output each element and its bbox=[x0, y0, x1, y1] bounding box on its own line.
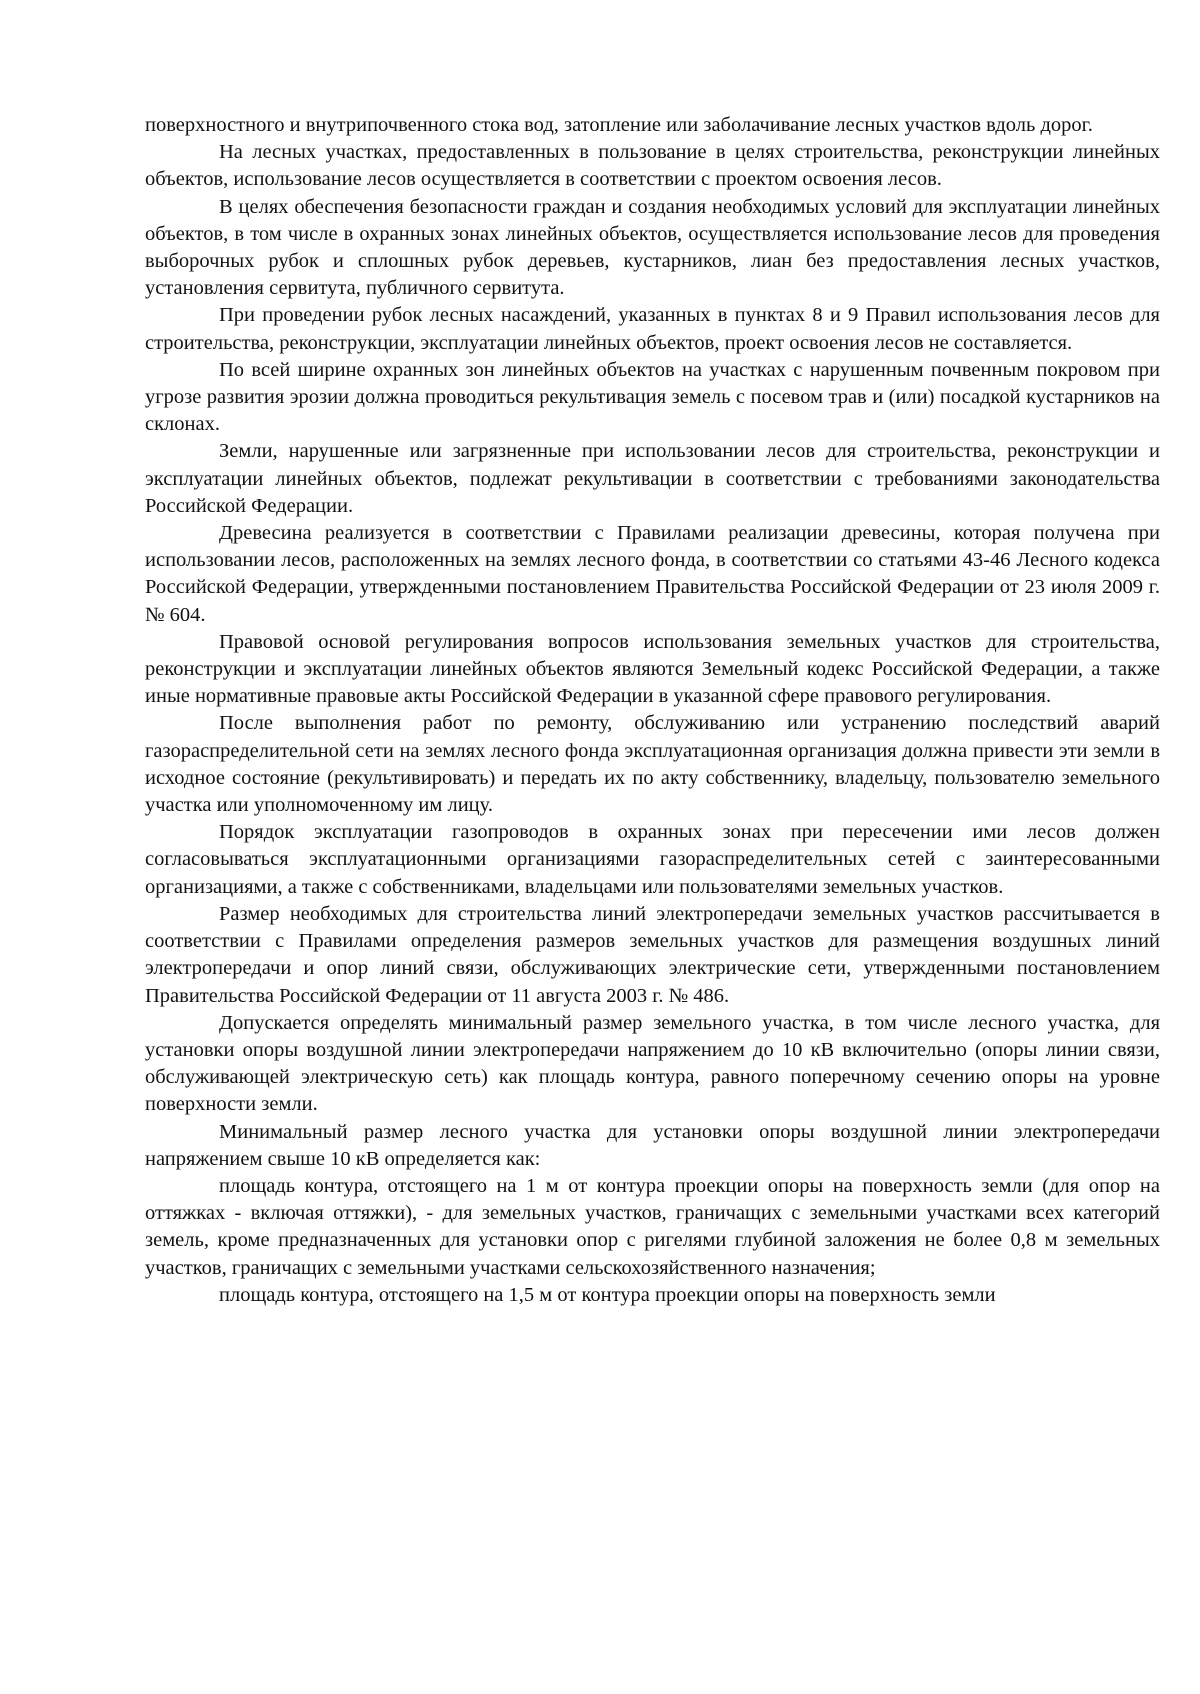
paragraph-continuation: поверхностного и внутрипочвенного стока вод, затопление или заболачивание лесных участков вдоль дорог. bbox=[145, 114, 1093, 136]
paragraph-gas-pipeline-order: Порядок эксплуатации газопроводов в охранных зонах при пересечении ими лесов должен согласовываться эксплуатационными организациями газораспределительных сетей с заинтересованными организациями, а также с собственниками, владельцами или пользователями земельных участков. bbox=[145, 821, 1160, 898]
paragraph-contour-1-5m: площадь контура, отстоящего на 1,5 м от контура проекции опоры на поверхность земли bbox=[219, 1283, 996, 1306]
paragraph-minimum-size-10kv: Допускается определять минимальный размер земельного участка, в том числе лесного участка, для установки опоры воздушной линии электропередачи напряжением до 10 кВ включительно (опоры линии связи, обслуживающей электрическую сеть) как площадь контура, равного поперечному сечению опоры на уровне поверхности земли. bbox=[145, 1011, 1160, 1116]
paragraph-contour-1m: площадь контура, отстоящего на 1 м от контура проекции опоры на поверхность земли (для опор на оттяжках - включая оттяжки), - для земельных участков, граничащих с земельными участками всех категорий земель, кроме предназначенных для установки опор с ригелями глубиной заложения не более 0,8 м земельных участков, граничащих с земельными участками сельскохозяйственного назначения; bbox=[145, 1174, 1160, 1279]
document-page bbox=[145, 112, 1160, 1309]
paragraph-minimum-size-over-10kv: Минимальный размер лесного участка для установки опоры воздушной линии электропередачи напряжением свыше 10 кВ определяется как: bbox=[145, 1120, 1160, 1170]
paragraph-forest-plots-use: На лесных участках, предоставленных в пользование в целях строительства, реконструкции линейных объектов, использование лесов осуществляется в соответствии с проектом освоения лесов. bbox=[145, 141, 1160, 191]
paragraph-power-line-size: Размер необходимых для строительства линий электропередачи земельных участков рассчитывается в соответствии с Правилами определения размеров земельных участков для размещения воздушных линий электропередачи и опор линий связи, обслуживающих электрические сети, утвержденными постановлением Правительства Российской Федерации от 11 августа 2003 г. № 486. bbox=[145, 902, 1160, 1007]
paragraph-wood-sale: Древесина реализуется в соответствии с Правилами реализации древесины, которая получена при использовании лесов, расположенных на землях лесного фонда, в соответствии со статьями 43-46 Лесного кодекса Российской Федерации, утвержденными постановлением Правительства Российской Федерации от 23 июля 2009 г. № 604. bbox=[145, 522, 1160, 626]
paragraph-citizen-safety: В целях обеспечения безопасности граждан и создания необходимых условий для эксплуатации линейных объектов, в том числе в охранных зонах линейных объектов, осуществляется использование лесов для проведения выборочных рубок и сплошных рубок деревьев, кустарников, лиан без предоставления лесных участков, установления сервитута, публичного сервитута. bbox=[145, 195, 1160, 300]
paragraph-land-recultivation: Земли, нарушенные или загрязненные при использовании лесов для строительства, реконструкции и эксплуатации линейных объектов, подлежат рекультивации в соответствии с требованиями законодательства Российской Федерации. bbox=[145, 440, 1160, 517]
paragraph-logging-rules: При проведении рубок лесных насаждений, указанных в пунктах 8 и 9 Правил использования лесов для строительства, реконструкции, эксплуатации линейных объектов, проект освоения лесов не составляется. bbox=[145, 304, 1160, 354]
paragraph-erosion: По всей ширине охранных зон линейных объектов на участках с нарушенным почвенным покровом при угрозе развития эрозии должна проводиться рекультивация земель с посевом трав и (или) посадкой кустарников на склонах. bbox=[145, 358, 1160, 436]
paragraph-gas-network-repair: После выполнения работ по ремонту, обслуживанию или устранению последствий аварий газораспределительной сети на землях лесного фонда эксплуатационная организация должна привести эти земли в исходное состояние (рекультивировать) и передать их по акту собственнику, владельцу, пользователю земельного участка или уполномоченному им лицу. bbox=[145, 712, 1160, 817]
paragraph-legal-basis: Правовой основой регулирования вопросов использования земельных участков для строительства, реконструкции и эксплуатации линейных объектов являются Земельный кодекс Российской Федерации, а также иные нормативные правовые акты Российской Федерации в указанной сфере правового регулирования. bbox=[145, 630, 1160, 708]
